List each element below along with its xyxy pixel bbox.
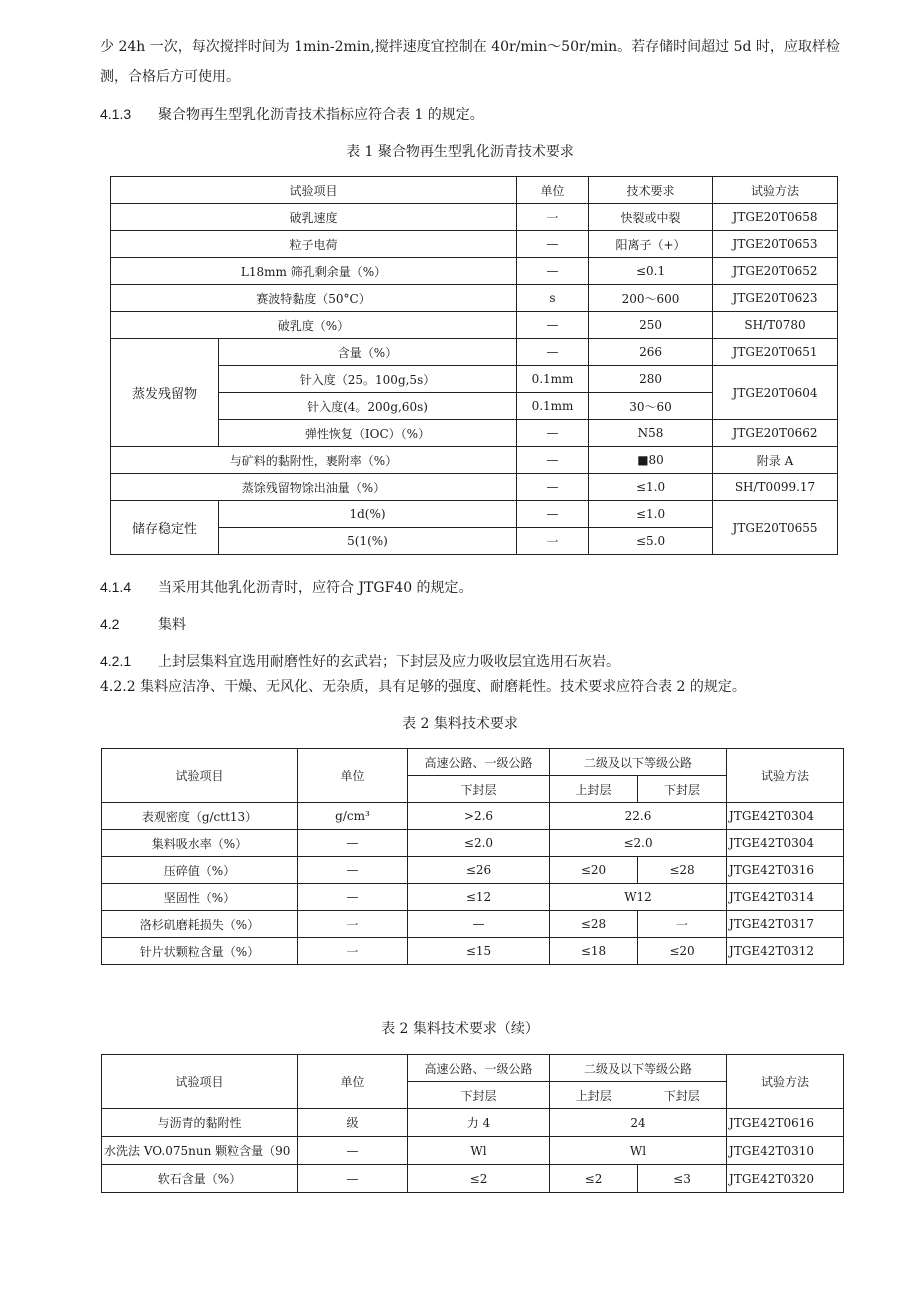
table1-caption: 表 1 聚合物再生型乳化沥青技术要求: [346, 144, 574, 160]
table-header-row: [111, 177, 838, 204]
cell-lower: 一: [638, 911, 727, 938]
section-4-1-4: [100, 577, 473, 598]
section-4-2: [100, 614, 186, 635]
cell-requirement: 266: [589, 339, 713, 366]
cell-item: 粒子电荷: [111, 231, 517, 258]
cell-high: 力 4: [408, 1109, 550, 1137]
cell-item: 5(1(%): [219, 528, 517, 555]
table2-continued-caption: 表 2 集料技术要求（续）: [381, 1021, 539, 1037]
section-text: 当采用其他乳化沥青时，应符合 JTGF40 的规定。: [158, 580, 473, 596]
cell-item: 坚固性（%）: [102, 884, 298, 911]
cell-unit: —: [517, 312, 589, 339]
table-row: [111, 420, 838, 447]
section-4-2-2: 4.2.2 集料应洁净、干燥、无风化、无杂质，具有足够的强度、耐磨耗性。技术要求应符合表 2 的规定。: [100, 679, 746, 695]
cell-upper: ≤2: [550, 1165, 638, 1193]
header-sub-lower: 下封层: [408, 776, 550, 803]
cell-lower: ≤28: [638, 857, 727, 884]
header-unit: 单位: [517, 177, 589, 204]
cell-low: ≤2.0: [550, 830, 727, 857]
table2: [101, 748, 844, 965]
cell-lower: ≤20: [638, 938, 727, 965]
section-number: 4.1.4: [100, 579, 132, 595]
cell-unit: —: [517, 501, 589, 528]
cell-unit: —: [298, 884, 408, 911]
cell-unit: —: [298, 1137, 408, 1165]
section-text: 集料: [158, 617, 186, 633]
cell-method: JTGE20T0652: [713, 258, 838, 285]
cell-item: 破乳度（%）: [111, 312, 517, 339]
cell-item: L18mm 筛孔剩余量（%）: [111, 258, 517, 285]
cell-item: 针片状颗粒含量（%）: [102, 938, 298, 965]
cell-requirement: N58: [589, 420, 713, 447]
cell-method: JTGE20T0655: [713, 501, 838, 555]
intro-line-2: 测，合格后方可使用。: [100, 69, 240, 85]
header-sub-upper: 上封层: [550, 776, 638, 803]
cell-item: 与沥青的黏附性: [102, 1109, 298, 1137]
table-row: [102, 803, 844, 830]
cell-item: 集料吸水率（%）: [102, 830, 298, 857]
table1: [110, 176, 838, 555]
section-4-1-3: [100, 104, 484, 125]
cell-unit: 一: [298, 911, 408, 938]
cell-method: JTGE42T0616: [727, 1109, 844, 1137]
table-row: [111, 204, 838, 231]
table-row: [102, 938, 844, 965]
table-row: [111, 231, 838, 258]
cell-upper: ≤28: [550, 911, 638, 938]
table2-caption: 表 2 集料技术要求: [402, 716, 518, 732]
cell-high: ≤12: [408, 884, 550, 911]
cell-requirement: 200～600: [589, 285, 713, 312]
cell-method: 附录 A: [713, 447, 838, 474]
table-header-row: [102, 749, 844, 776]
table-row: [111, 501, 838, 528]
cell-item: 水洗法 VO.075nun 颗粒含量（90: [102, 1137, 298, 1165]
table-row: [102, 1109, 844, 1137]
cell-unit: 0.1mm: [517, 393, 589, 420]
cell-unit: —: [517, 339, 589, 366]
group-residue: 蒸发残留物: [111, 339, 219, 447]
header-highway: 高速公路、一级公路: [408, 1055, 550, 1082]
header-unit: 单位: [298, 1055, 408, 1109]
section-number: 4.2: [100, 616, 120, 632]
cell-method: JTGE42T0314: [727, 884, 844, 911]
cell-item: 赛波特黏度（50°C）: [111, 285, 517, 312]
cell-unit: —: [298, 1165, 408, 1193]
cell-item: 压碎值（%）: [102, 857, 298, 884]
table-row: [111, 285, 838, 312]
header-sub-lower: 下封层: [638, 776, 727, 803]
header-item: 试验项目: [102, 749, 298, 803]
cell-low: Wl: [550, 1137, 727, 1165]
header-highway: 高速公路、一级公路: [408, 749, 550, 776]
intro-line-1: 少 24h 一次，每次搅拌时间为 1min-2min,搅拌速度宜控制在 40r/min～50r/min。若存储时间超过 5d 时，应取样检: [100, 39, 840, 55]
cell-unit: s: [517, 285, 589, 312]
cell-method: JTGE20T0662: [713, 420, 838, 447]
cell-requirement: ≤0.1: [589, 258, 713, 285]
cell-unit: 0.1mm: [517, 366, 589, 393]
section-text: 聚合物再生型乳化沥青技术指标应符合表 1 的规定。: [158, 107, 484, 123]
cell-method: JTGE42T0316: [727, 857, 844, 884]
cell-unit: —: [517, 474, 589, 501]
cell-high: ≤15: [408, 938, 550, 965]
cell-method: JTGE42T0312: [727, 938, 844, 965]
header-sub-lower: 下封层: [408, 1082, 550, 1109]
cell-requirement: 30～60: [589, 393, 713, 420]
cell-unit: —: [298, 830, 408, 857]
cell-unit: 级: [298, 1109, 408, 1137]
cell-unit: g/cm³: [298, 803, 408, 830]
cell-method: JTGE20T0604: [713, 366, 838, 420]
cell-method: JTGE42T0317: [727, 911, 844, 938]
cell-unit: —: [298, 857, 408, 884]
header-item: 试验项目: [111, 177, 517, 204]
table-row: [111, 312, 838, 339]
table-row: [111, 474, 838, 501]
cell-requirement: 280: [589, 366, 713, 393]
cell-item: 与矿料的黏附性，裹附率（%）: [111, 447, 517, 474]
cell-high: >2.6: [408, 803, 550, 830]
table2-continued: [101, 1054, 844, 1193]
cell-unit: 一: [517, 204, 589, 231]
cell-method: JTGE20T0658: [713, 204, 838, 231]
cell-low: W12: [550, 884, 727, 911]
cell-unit: 一: [517, 528, 589, 555]
table-row: [102, 884, 844, 911]
cell-high: —: [408, 911, 550, 938]
cell-item: 破乳速度: [111, 204, 517, 231]
cell-requirement: ■80: [589, 447, 713, 474]
cell-lower: ≤3: [638, 1165, 727, 1193]
cell-high: ≤2: [408, 1165, 550, 1193]
cell-unit: —: [517, 231, 589, 258]
header-item: 试验项目: [102, 1055, 298, 1109]
cell-low: 24: [550, 1109, 727, 1137]
cell-high: Wl: [408, 1137, 550, 1165]
table-row: [102, 1165, 844, 1193]
cell-method: JTGE20T0651: [713, 339, 838, 366]
cell-item: 针入度(4。200g,60s): [219, 393, 517, 420]
cell-item: 含量（%）: [219, 339, 517, 366]
cell-item: 弹性恢复（IOC）（%）: [219, 420, 517, 447]
header-lower-grade: 二级及以下等级公路: [550, 1055, 727, 1082]
table-header-row: [102, 1055, 844, 1082]
header-unit: 单位: [298, 749, 408, 803]
cell-low: 22.6: [550, 803, 727, 830]
table-row: [111, 447, 838, 474]
cell-method: JTGE42T0310: [727, 1137, 844, 1165]
header-lower-grade: 二级及以下等级公路: [550, 749, 727, 776]
cell-item: 洛杉矶磨耗损失（%）: [102, 911, 298, 938]
cell-unit: —: [517, 447, 589, 474]
cell-high: ≤26: [408, 857, 550, 884]
cell-requirement: ≤1.0: [589, 501, 713, 528]
table-row: [102, 911, 844, 938]
cell-item: 1d(%): [219, 501, 517, 528]
cell-unit: —: [517, 258, 589, 285]
cell-high: ≤2.0: [408, 830, 550, 857]
cell-item: 针入度（25。100g,5s）: [219, 366, 517, 393]
group-storage: 储存稳定性: [111, 501, 219, 555]
cell-method: JTGE42T0304: [727, 803, 844, 830]
table-row: [102, 1137, 844, 1165]
header-requirement: 技术要求: [589, 177, 713, 204]
table-row: [111, 339, 838, 366]
section-text: 上封层集料宜选用耐磨性好的玄武岩；下封层及应力吸收层宜选用石灰岩。: [158, 654, 620, 670]
cell-item: 软石含量（%）: [102, 1165, 298, 1193]
header-sub-lower: 下封层: [638, 1082, 727, 1109]
header-method: 试验方法: [727, 749, 844, 803]
cell-unit: 一: [298, 938, 408, 965]
section-number: 4.1.3: [100, 106, 132, 122]
cell-method: JTGE20T0653: [713, 231, 838, 258]
section-4-2-1: [100, 651, 620, 672]
table-row: [111, 366, 838, 393]
cell-method: JTGE42T0320: [727, 1165, 844, 1193]
header-method: 试验方法: [713, 177, 838, 204]
cell-upper: ≤18: [550, 938, 638, 965]
cell-requirement: ≤5.0: [589, 528, 713, 555]
header-method: 试验方法: [727, 1055, 844, 1109]
cell-item: 表观密度（g/ctt13）: [102, 803, 298, 830]
header-sub-upper: 上封层: [550, 1082, 638, 1109]
cell-unit: —: [517, 420, 589, 447]
cell-requirement: ≤1.0: [589, 474, 713, 501]
section-number: 4.2.1: [100, 653, 132, 669]
cell-requirement: 250: [589, 312, 713, 339]
cell-method: SH/T0099.17: [713, 474, 838, 501]
cell-requirement: 快裂或中裂: [589, 204, 713, 231]
cell-upper: ≤20: [550, 857, 638, 884]
cell-requirement: 阳离子（+）: [589, 231, 713, 258]
cell-method: JTGE42T0304: [727, 830, 844, 857]
cell-method: JTGE20T0623: [713, 285, 838, 312]
cell-item: 蒸馀残留物馀出油量（%）: [111, 474, 517, 501]
table-row: [111, 258, 838, 285]
cell-method: SH/T0780: [713, 312, 838, 339]
table-row: [102, 857, 844, 884]
table-row: [102, 830, 844, 857]
